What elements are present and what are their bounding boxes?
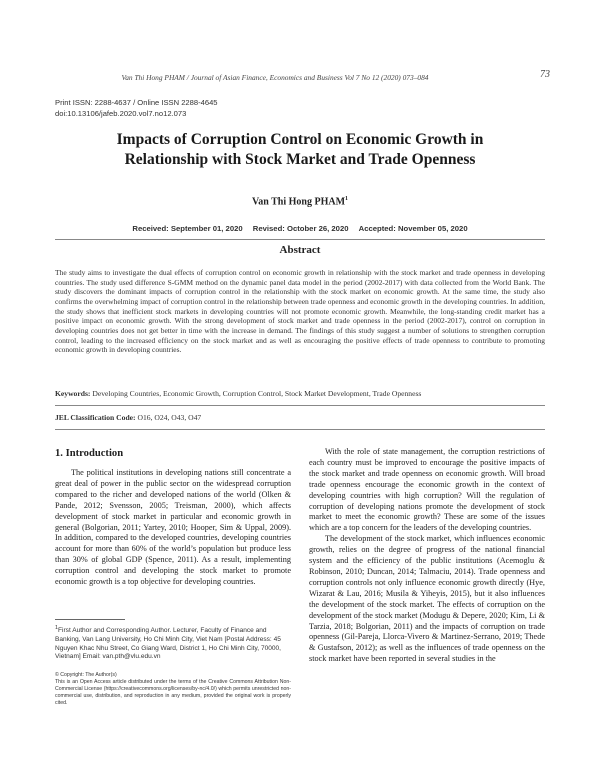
footnote: [55, 624, 291, 662]
footnote-marker: 1: [55, 625, 59, 631]
issn-block: [55, 98, 218, 119]
footnote-text: First Author and Corresponding Author. Lecturer, Faculty of Finance and Banking, Van Lang University, Ho Chi Minh City, Viet Nam [Postal Address: 45 Nguyen Khac Nhu Street, Co Giang Ward, District 1, Ho Chi Minh City, 70000, Vietnam] Email: van.pth@vlu.edu.vn: [55, 627, 281, 661]
jel-codes: [55, 413, 545, 422]
revised-date: Revised: October 26, 2020: [252, 224, 349, 233]
divider-top: [55, 239, 545, 240]
received-date: Received: September 01, 2020: [132, 224, 243, 233]
keywords: [55, 389, 545, 398]
intro-paragraph-2: With the role of state management, the corruption restrictions of each country must be improved to encourage the positive impacts of the stock market and trade openness on economic growth. Will broad trade openness encourage the economic growth in the context of developing countries with high corruption? Will the regulation of corruption of developing nations promote the development of stock market to meet the economic growth? These are some of the issues which are a top concern for the leaders of the developing countries.: [309, 447, 545, 533]
title-line-2: Relationship with Stock Market and Trade Openness: [124, 151, 476, 168]
copyright-block: [55, 672, 291, 707]
keywords-text: Developing Countries, Economic Growth, Corruption Control, Stock Market Development, Trade Openness: [92, 389, 422, 398]
divider-jel: [55, 429, 545, 430]
divider-keywords: [55, 405, 545, 406]
page-number: 73: [540, 69, 550, 80]
footnote-divider: [55, 619, 125, 620]
jel-text: O16, O24, O43, O47: [137, 413, 202, 422]
title-line-1: Impacts of Corruption Control on Economic Growth in: [116, 131, 484, 148]
keywords-label: Keywords:: [55, 389, 91, 398]
running-header: Van Thi Hong PHAM / Journal of Asian Finance, Economics and Business Vol 7 No 12 (2020) 073–084: [121, 73, 429, 82]
intro-paragraph-1: The political institutions in developing nations still concentrate a great deal of power in the public sector on the widespread corruption compared to the richer and developed nations of the world (Olken & Pande, 2012; Svensson, 2005; Treisman, 2000), which affects development of stock market in particular and economic growth in general (Bolgorian, 2011; Yartey, 2010; Hooper, Sim & Uppal, 2009). In addition, compared to the developed countries, developing countries account for more than 60% of the world’s population but produce less than 30% of global GDP (Spence, 2011). As a result, implementing corruption control and developing the stock market to promote economic growth is a top objective for developing countries.: [55, 468, 291, 587]
license-text: This is an Open Access article distributed under the terms of the Creative Commons Attribution Non-Commercial License (https://creativecommons.org/licenses/by-nc/4.0/) which permits unrestricted non-commercial use, distribution, and reproduction in any medium, provided the original work is properly cited.: [55, 678, 291, 706]
copyright-line: © Copyright: The Author(s): [55, 672, 117, 678]
author-marker: 1: [345, 196, 349, 202]
abstract-text: The study aims to investigate the dual effects of corruption control on economic growth in relationship with the stock market and trade openness in developing countries. The study used difference S-GMM method on the dynamic panel data model in the period (2002-2017) with data collected from the World Bank. The study discovers the dominant impacts of corruption control in the relationship with the stock market on economic growth. At the same time, the study also confirms the overwhelming impact of corruption control in the relationship between trade openness and economic growth in the developing countries. In addition, the study shows that inefficient stock markets in developing countries will not promote economic growth. Meanwhile, the long-standing credit market has a positive impact on economic growth. With the strong development of stock market and trade openness in the period (2002-2017), control on corruption in developing countries does not get better in time with the increase in demand. The findings of this study suggest a number of solutions to strengthen corruption control, leading to the increased efficiency on the stock market and as well as encouraging the positive effects of trade openness to contribute to promoting economic growth in developing countries.: [55, 268, 545, 355]
accepted-date: Accepted: November 05, 2020: [358, 224, 468, 233]
intro-paragraph-3: The development of the stock market, which influences economic growth, relies on the degree of progress of the national financial system and the efficiency of the public institutions (Acemoglu & Robinson, 2010; Duncan, 2014; Talmaciu, 2014). Trade openness and corruption controls not only influence economic growth directly (Hye, Wizarat & Lau, 2016; Musila & Yiheyis, 2015), but it also influences the development of the stock market. The effects of corruption on the development of the stock market (Modugu & Depere, 2020; Kim, Li & Tarzia, 2018; Bolgorian, 2011) and the impacts of corruption on trade openness (Gil-Pareja, Llorca-Vivero & Martinez-Serrano, 2019; Thede & Gustafson, 2012); as well as the influences of trade openness on the stock market have been reported in several studies in the: [309, 534, 545, 664]
paper-title: [60, 130, 540, 170]
doi-line[interactable]: doi:10.13106/jafeb.2020.vol7.no12.073: [55, 108, 187, 118]
left-column: [55, 468, 291, 588]
issn-line: Print ISSN: 2288-4637 / Online ISSN 2288-4645: [55, 98, 218, 107]
dates-line: [55, 224, 545, 233]
section-heading: 1. Introduction: [55, 448, 124, 459]
author-line: [60, 196, 540, 207]
jel-label: JEL Classification Code:: [55, 413, 136, 422]
right-column: [309, 447, 545, 665]
author-name: Van Thi Hong PHAM: [251, 196, 346, 208]
abstract-heading: Abstract: [279, 244, 321, 256]
